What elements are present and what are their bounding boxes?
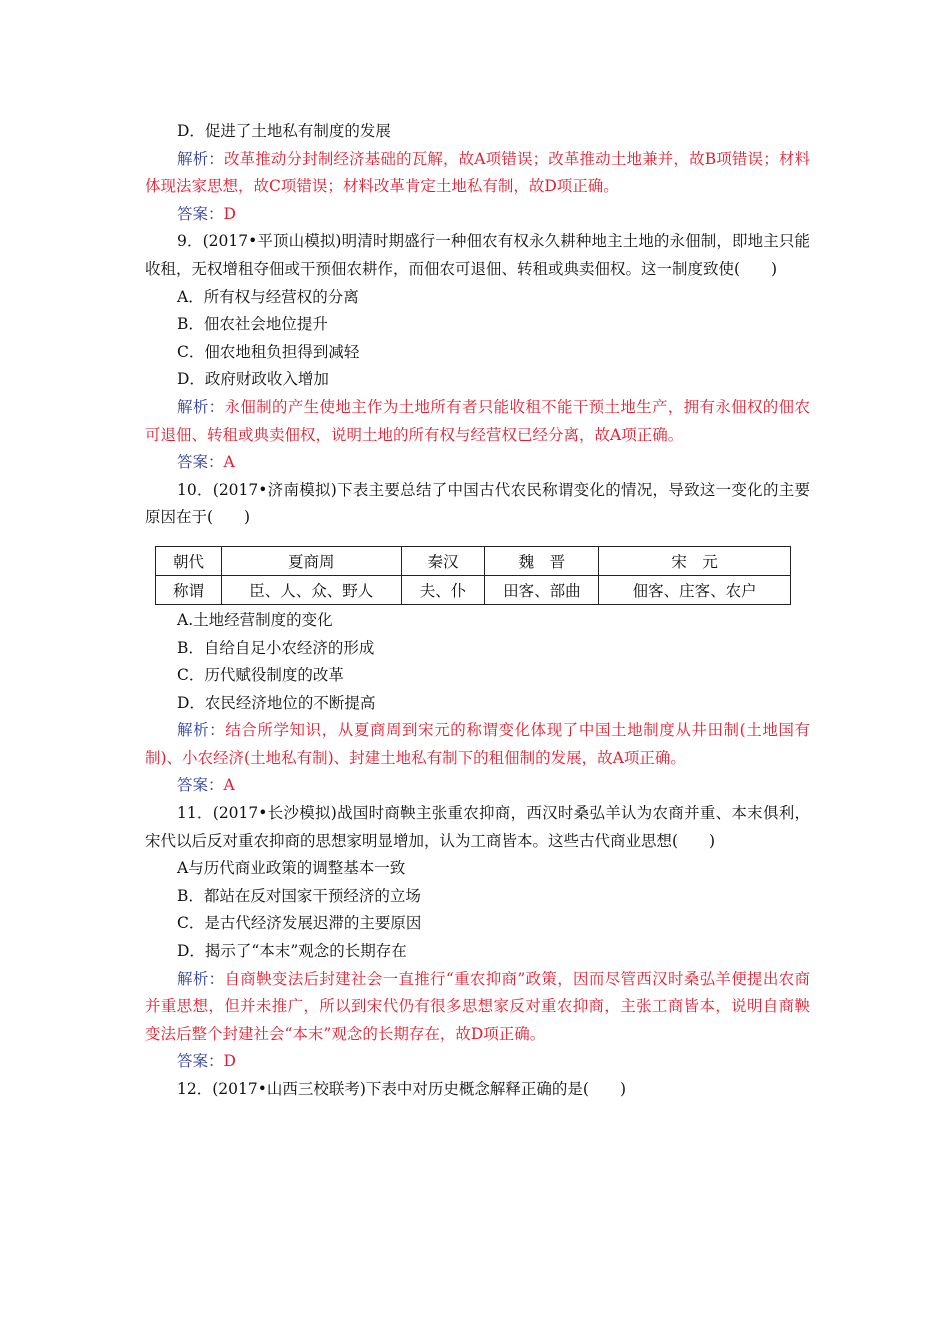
table-cell: 夫、仆 (401, 575, 485, 604)
q9-analysis-text: 永佃制的产生使地主作为土地所有者只能收租不能干预土地生产，拥有永佃权的佃农可退佃、转租或典卖佃权，说明土地的所有权与经营权已经分离，故A项正确。 (145, 397, 810, 444)
q9-answer-label: 答案： (177, 453, 224, 472)
table-cell: 佃客、庄客、农户 (599, 575, 791, 604)
q8-analysis (145, 146, 810, 201)
q11-option-d: D．揭示了“本末”观念的长期存在 (177, 942, 407, 961)
table-row (156, 546, 791, 575)
q9-option-c: C．佃农地租负担得到减轻 (177, 342, 360, 361)
q8-option-d: D．促进了土地私有制度的发展 (177, 122, 391, 140)
q11-stem: 11．(2017•长沙模拟)战国时商鞅主张重农抑商，西汉时桑弘羊认为农商并重、本末俱利，宋代以后反对重农抑商的思想家明显增加，认为工商皆本。这些古代商业思想( ) (145, 804, 810, 850)
q10-answer-label: 答案： (177, 776, 224, 795)
q10-table-wrapper (145, 546, 810, 605)
table-cell: 臣、人、众、野人 (221, 575, 401, 604)
q10-analysis-text: 结合所学知识，从夏商周到宋元的称谓变化体现了中国土地制度从井田制(土地国有制)、小农经济(土地私有制)、封建土地私有制下的租佃制的发展，故A项正确。 (145, 721, 810, 767)
q11-analysis (145, 966, 810, 1049)
q9-option-a: A．所有权与经营权的分离 (177, 287, 359, 306)
q11-analysis-label: 解析： (177, 969, 225, 988)
q11-option-a: A与历代商业政策的调整基本一致 (177, 859, 406, 878)
q10-answer (145, 772, 810, 800)
table-cell: 宋 元 (599, 546, 791, 575)
table-cell: 朝代 (156, 546, 222, 575)
table-row (156, 575, 791, 604)
q9-analysis-label: 解析： (177, 397, 225, 416)
q9-option-b: B．佃农社会地位提升 (177, 315, 328, 334)
q10-analysis (145, 717, 810, 772)
q9-stem: 9．(2017•平顶山模拟)明清时期盛行一种佃农有权永久耕种地主土地的永佃制，即地主只能收租，无权增租夺佃或干预佃农耕作，而佃农可退佃、转租或典卖佃权。这一制度致使( ) (145, 232, 810, 278)
table-cell: 魏 晋 (485, 546, 599, 575)
table-cell: 秦汉 (401, 546, 485, 575)
q8-analysis-label: 解析： (177, 149, 224, 168)
q9-answer-value: A (223, 453, 235, 472)
q11-analysis-text: 自商鞅变法后封建社会一直推行“重农抑商”政策，因而尽管西汉时桑弘羊便提出农商并重思想，但并未推广，所以到宋代仍有很多思想家反对重农抑商，主张工商皆本，说明自商鞅变法后整个封建社会“本末”观念的长期存在，故D项正确。 (145, 969, 810, 1043)
q12-stem: 12．(2017•山西三校联考)下表中对历史概念解释正确的是( ) (177, 1080, 627, 1098)
q10-stem: 10．(2017•济南模拟)下表主要总结了中国古代农民称谓变化的情况，导致这一变化的主要原因在于( ) (145, 480, 810, 527)
q8-answer-label: 答案： (177, 204, 224, 223)
q8-answer-value: D (223, 204, 236, 223)
q11-answer (145, 1048, 810, 1076)
q11-answer-value: D (223, 1052, 236, 1071)
q8-analysis-text: 改革推动分封制经济基础的瓦解，故A项错误；改革推动土地兼并，故B项错误；材料体现法家思想，故C项错误；材料改革肯定土地私有制，故D项正确。 (145, 149, 810, 196)
q10-option-a: A.土地经营制度的变化 (177, 610, 333, 629)
q10-analysis-label: 解析： (177, 721, 226, 740)
table-cell: 称谓 (156, 575, 222, 604)
table-cell: 田客、部曲 (485, 575, 599, 604)
q10-option-d: D．农民经济地位的不断提高 (177, 693, 376, 712)
q11-answer-label: 答案： (177, 1052, 224, 1071)
q11-option-b: B．都站在反对国家干预经济的立场 (177, 886, 421, 905)
table-cell: 夏商周 (221, 546, 401, 575)
q10-table (155, 546, 791, 605)
q11-option-c: C．是古代经济发展迟滞的主要原因 (177, 914, 422, 933)
q9-option-d: D．政府财政收入增加 (177, 370, 329, 389)
q8-answer (145, 201, 810, 229)
q9-answer (145, 449, 810, 477)
q9-analysis (145, 394, 810, 449)
q10-option-b: B．自给自足小农经济的形成 (177, 638, 375, 657)
document-page (145, 118, 810, 1104)
q10-option-c: C．历代赋役制度的改革 (177, 666, 344, 685)
q10-answer-value: A (223, 776, 235, 795)
